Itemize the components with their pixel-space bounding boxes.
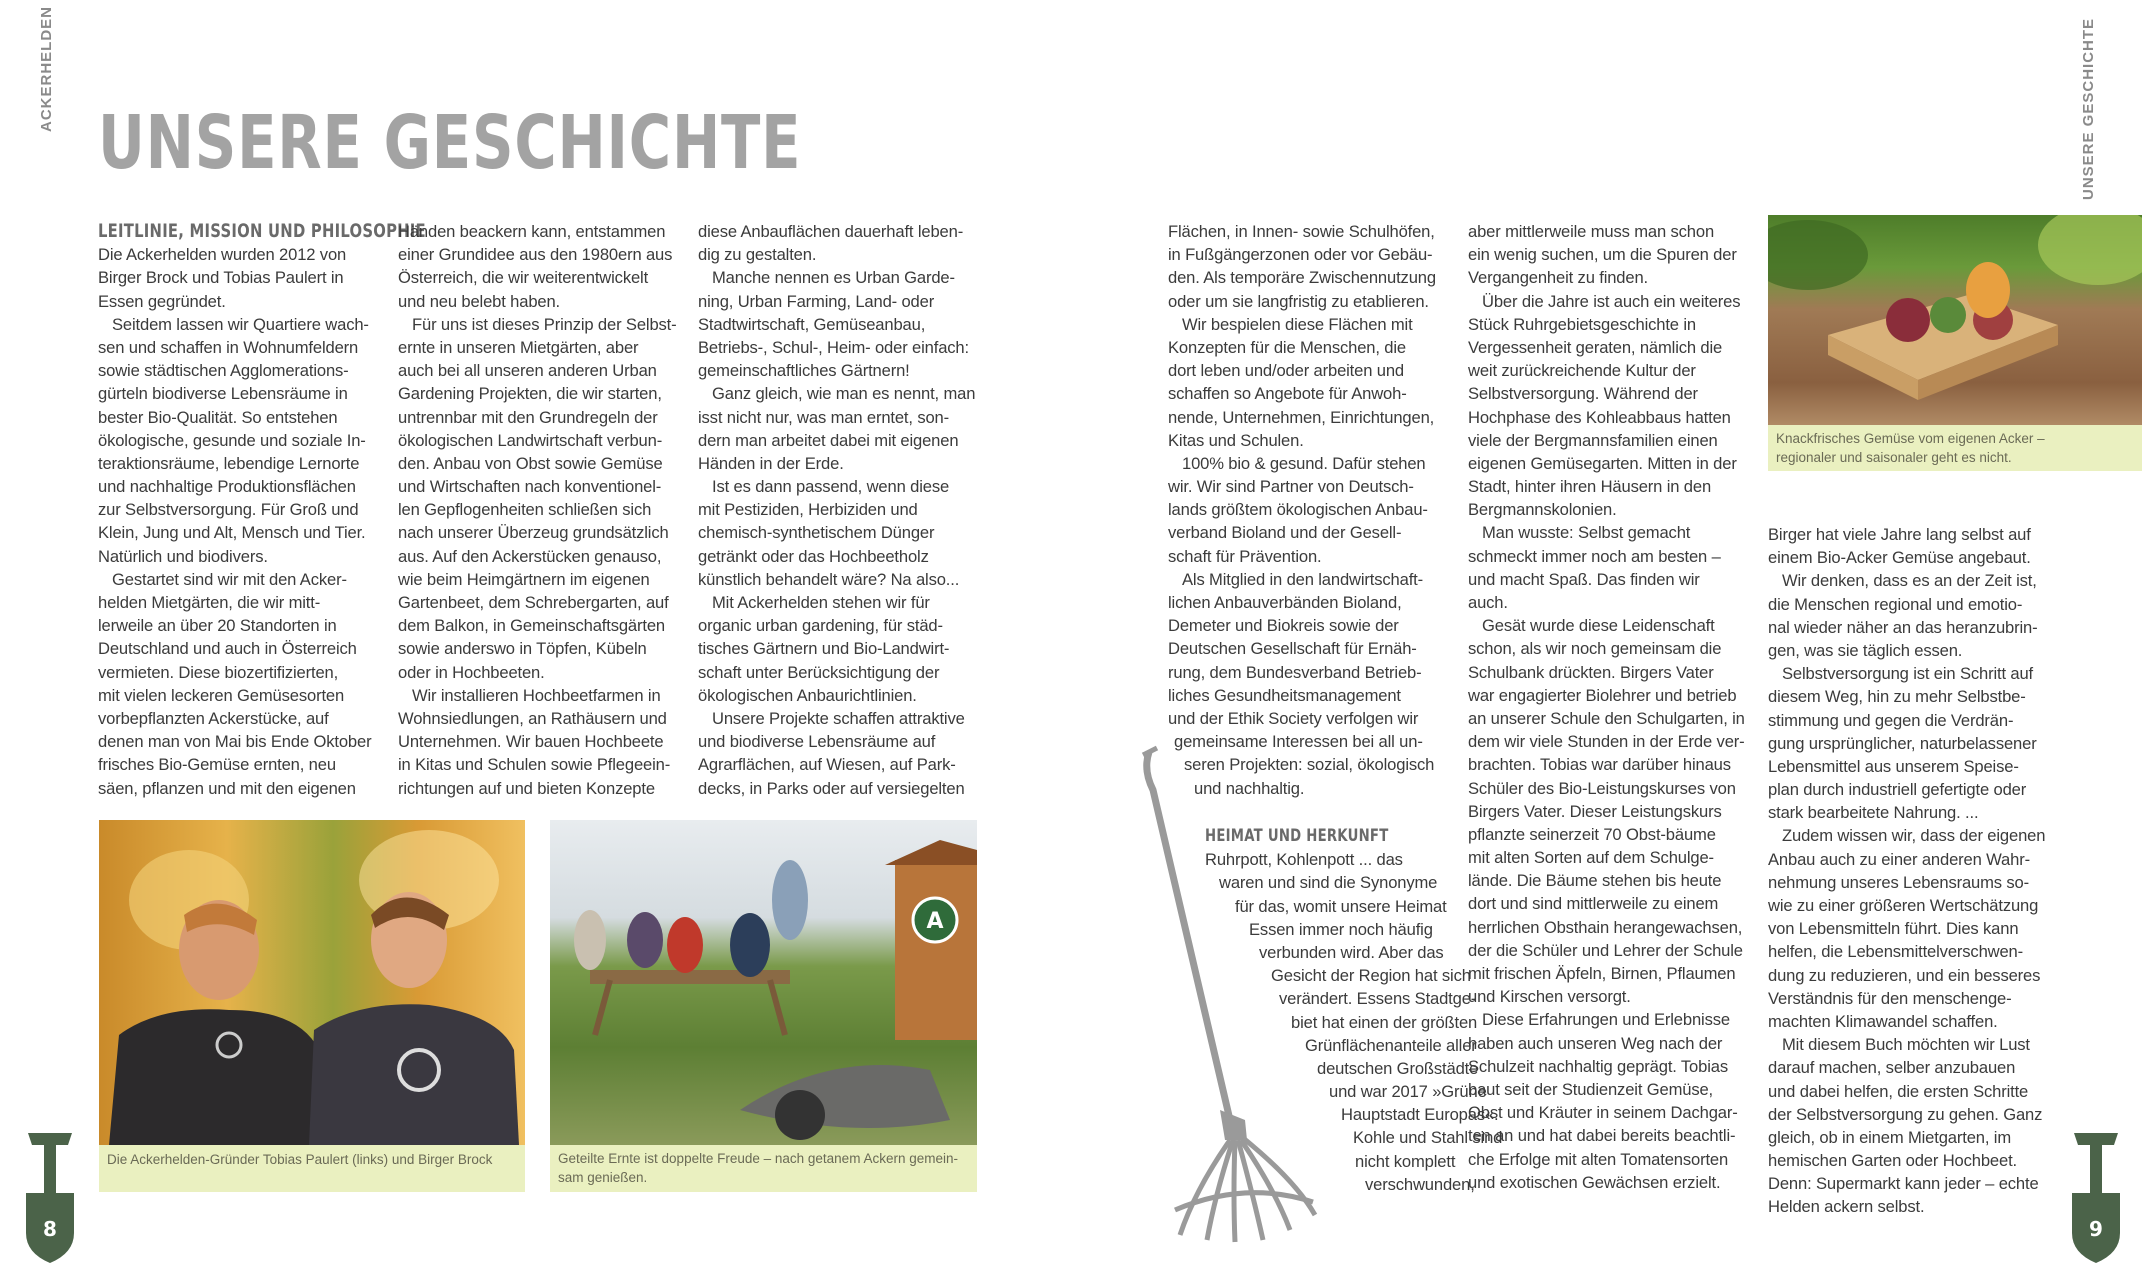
text-line: deutschen Großstädte: [1317, 1058, 1479, 1078]
text-line: ökologischen Landwirtschaft verbun-: [398, 430, 663, 450]
text-line: war engagierter Biolehrer und betrieb: [1468, 685, 1737, 705]
text-line: schon, als wir noch gemeinsam die: [1468, 639, 1722, 659]
text-line: nehmung unseres Lebensraums so-: [1768, 872, 2030, 892]
text-line: Vergangenheit zu finden.: [1468, 268, 1649, 288]
paragraph: [1468, 1008, 1758, 1194]
paragraph: [98, 313, 388, 568]
text-line: Deutschen Gesellschaft für Ernäh-: [1168, 639, 1417, 659]
text-line: Selbstversorgung. Während der: [1468, 384, 1698, 404]
shovel-icon: [24, 1133, 76, 1263]
text-line: brachten. Tobias war darüber hinaus: [1468, 755, 1731, 775]
text-line: helfen, die Lebensmittelverschwen-: [1768, 942, 2024, 962]
caption-text: Die Ackerhelden-Gründer Tobias Paulert (links) und Birger Brock: [107, 1152, 493, 1167]
text-line: Demeter und Biokreis sowie der: [1168, 616, 1399, 636]
text-line: Bergmannskolonien.: [1468, 500, 1617, 520]
text-line: Diese Erfahrungen und Erlebnisse: [1482, 1010, 1730, 1030]
text-line: Klein, Jung und Alt, Mensch und Tier.: [98, 523, 366, 543]
text-line: Kohle und Stahl sind: [1353, 1128, 1503, 1148]
text-line: oder um sie langfristig zu etablieren.: [1168, 291, 1429, 311]
text-line: dern man arbeitet dabei mit eigenen: [698, 430, 959, 450]
text-line: gemeinschaftliches Gärtnern!: [698, 361, 910, 381]
text-line: und der Ethik Society verfolgen wir: [1168, 708, 1419, 728]
text-line: Als Mitglied in den landwirtschaft-: [1182, 569, 1423, 589]
text-line: sowie anderswo in Töpfen, Kübeln: [398, 639, 647, 659]
text-line: ökologischen Anbaurichtlinien.: [698, 685, 917, 705]
text-line: tisches Gärtnern und Bio-Landwirt-: [698, 639, 950, 659]
text-line: viele der Bergmannsfamilien einen: [1468, 430, 1718, 450]
text-line: Gardening Projekten, die wir starten,: [398, 384, 662, 404]
text-line: von Lebensmitteln führt. Dies kann: [1768, 919, 2019, 939]
text-line: auch bei all unseren anderen Urban: [398, 361, 657, 381]
text-line: dort leben und/oder arbeiten und: [1168, 361, 1404, 381]
text-line: Österreich, die wir weiterentwickelt: [398, 268, 649, 288]
text-line: Gesät wurde diese Leidenschaft: [1482, 616, 1715, 636]
text-line: Grünflächenanteile aller: [1305, 1035, 1477, 1055]
photo-vegetable-crate: [1768, 215, 2142, 425]
text-line: Über die Jahre ist auch ein weiteres: [1482, 291, 1741, 311]
text-line: richtungen auf und bieten Konzepte: [398, 778, 655, 798]
caption-line: Geteilte Ernte ist doppelte Freude – nach getanem Ackern gemein-: [558, 1151, 958, 1166]
paragraph: [1768, 1033, 2058, 1219]
paragraph: [398, 684, 688, 800]
text-line: rung, dem Bundesverband Betrieb-: [1168, 662, 1422, 682]
text-line: Birger Brock und Tobias Paulert in: [98, 268, 344, 288]
text-line: che Erfolge mit alten Tomatensorten: [1468, 1149, 1729, 1169]
text-line: gen, was sie täglich essen.: [1768, 640, 1963, 660]
text-line: Stück Ruhrgebietsgeschichte in: [1468, 314, 1696, 334]
text-line: len Gepflogenheiten schließen sich: [398, 500, 652, 520]
text-line: und neu belebt haben.: [398, 291, 561, 311]
text-line: oder in Hochbeeten.: [398, 662, 545, 682]
text-line: die Menschen regional und emotio-: [1768, 594, 2023, 614]
text-line: Hauptstadt Europas«.: [1341, 1105, 1499, 1125]
text-line: gleich, ob in einem Mietgarten, im: [1768, 1127, 2012, 1147]
text-line: darauf machen, selber anzubauen: [1768, 1058, 2016, 1078]
page-number-8: [24, 1133, 76, 1263]
text-line: in Kitas und Schulen sowie Pflegeein-: [398, 755, 671, 775]
heimat-heading: HEIMAT UND HERKUNFT: [1205, 826, 1389, 846]
text-line: Obst und Kräuter in seinem Dachgar-: [1468, 1103, 1738, 1123]
text-line: Wir installieren Hochbeetfarmen in: [412, 685, 661, 705]
rake-illustration: [1135, 740, 1335, 1250]
text-line: Natürlich und biodivers.: [98, 546, 268, 566]
text-line: und nachhaltig.: [1194, 778, 1305, 798]
text-line: Helden ackern selbst.: [1768, 1197, 1925, 1217]
paragraph: [698, 591, 988, 707]
text-line: Birger hat viele Jahre lang selbst auf: [1768, 525, 2031, 544]
text-line: und macht Spaß. Das finden wir: [1468, 569, 1700, 589]
text-line: hemischen Garten oder Hochbeet.: [1768, 1151, 2018, 1171]
page-number: 8: [43, 1217, 57, 1241]
text-line: lände. Die Bäume stehen bis heute: [1468, 871, 1722, 891]
text-column-3: [698, 220, 988, 800]
garden-illustration: [550, 820, 977, 1145]
text-line: verband Bioland und der Gesell-: [1168, 523, 1402, 543]
text-line: helden Mietgärten, die wir mitt-: [98, 593, 321, 612]
text-line: ning, Urban Farming, Land- oder: [698, 291, 935, 311]
text-line: baut seit der Studienzeit Gemüse,: [1468, 1079, 1714, 1099]
photo-founders: [99, 820, 525, 1145]
text-line: Mit Ackerhelden stehen wir für: [712, 593, 930, 612]
text-column-4: [1168, 220, 1458, 800]
text-line: Denn: Supermarkt kann jeder – echte: [1768, 1174, 2039, 1194]
text-line: und Wirtschaften nach konventionel-: [398, 477, 662, 497]
running-head-right: UNSERE GESCHICHTE: [2080, 17, 2097, 200]
text-line: und war 2017 »Grüne: [1329, 1082, 1487, 1102]
text-line: schaffen so Angebote für Anwoh-: [1168, 384, 1407, 404]
text-line: verändert. Essens Stadtge-: [1279, 989, 1477, 1009]
caption-line: regionaler und saisonaler geht es nicht.: [1776, 450, 2012, 465]
text-line: lerweile an über 20 Standorten in: [98, 616, 337, 636]
text-line: Für uns ist dieses Prinzip der Selbst-: [412, 314, 677, 334]
text-line: Flächen, in Innen- sowie Schulhöfen,: [1168, 222, 1435, 241]
crate-illustration: [1768, 215, 2142, 425]
paragraph: [698, 382, 988, 475]
text-line: dem wir viele Stunden in der Erde ver-: [1468, 732, 1745, 752]
paragraph: [698, 220, 988, 266]
paragraph: [1468, 614, 1758, 1008]
text-line: und dabei helfen, die ersten Schritte: [1768, 1081, 2029, 1101]
text-line: stark bearbeitete Nahrung. ...: [1768, 803, 1979, 823]
paragraph: [698, 707, 988, 800]
page-title: UNSERE GESCHICHTE: [98, 100, 802, 186]
text-line: Agrarflächen, auf Wiesen, auf Park-: [698, 755, 956, 775]
text-line: Gartenbeet, dem Schrebergarten, auf: [398, 593, 669, 612]
svg-text:A: A: [926, 909, 944, 934]
text-line: denen man von Mai bis Ende Oktober: [98, 732, 372, 752]
text-line: zur Selbstversorgung. Für Groß und: [98, 500, 359, 520]
text-line: Ruhrpott, Kohlenpott ... das: [1205, 850, 1403, 870]
text-line: liches Gesundheitsmanagement: [1168, 685, 1401, 705]
text-line: für das, womit unsere Heimat: [1235, 896, 1447, 916]
text-line: Stadt, hinter ihren Häusern in den: [1468, 477, 1712, 497]
paragraph: [1768, 523, 2058, 569]
paragraph: [1768, 824, 2058, 1033]
text-line: mit alten Sorten auf dem Schulge-: [1468, 848, 1714, 868]
paragraph: [1768, 662, 2058, 824]
text-line: Wir denken, dass es an der Zeit ist,: [1782, 571, 2037, 591]
text-line: pflanzte seinerzeit 70 Obst-bäume: [1468, 824, 1716, 844]
text-line: Unternehmen. Wir bauen Hochbeete: [398, 732, 664, 752]
text-line: säen, pflanzen und mit den eigenen: [98, 778, 356, 798]
text-line: aber mittlerweile muss man schon: [1468, 222, 1715, 241]
text-column-2: [398, 220, 688, 800]
photo-founders-caption: [99, 1145, 525, 1192]
text-line: Wir bespielen diese Flächen mit: [1182, 314, 1413, 334]
text-line: Essen immer noch häufig: [1249, 919, 1433, 939]
paragraph: [1168, 313, 1458, 452]
text-line: gürteln biodiverse Lebensräume in: [98, 384, 348, 404]
text-line: nal wieder näher an das heranzubrin-: [1768, 617, 2038, 637]
text-line: dort und sind mittlerweile zu einem: [1468, 894, 1719, 914]
shovel-icon: [2070, 1133, 2122, 1263]
text-line: biet hat einen der größten: [1291, 1012, 1478, 1032]
text-line: Zudem wissen wir, dass der eigenen: [1782, 826, 2046, 846]
photo-crate-caption: [1768, 425, 2142, 471]
text-line: Kitas und Schulen.: [1168, 430, 1304, 450]
text-line: einer Grundidee aus den 1980ern aus: [398, 245, 673, 265]
text-line: nende, Unternehmen, Einrichtungen,: [1168, 407, 1435, 427]
text-line: frisches Bio-Gemüse ernten, neu: [98, 755, 336, 775]
text-line: Stadtwirtschaft, Gemüseanbau,: [698, 314, 926, 334]
text-line: chemisch-synthetischem Dünger: [698, 523, 935, 543]
text-line: gung ursprünglicher, naturbelassener: [1768, 733, 2037, 753]
text-line: ernte in unseren Mietgärten, aber: [398, 337, 639, 357]
text-column-1: [98, 220, 426, 800]
page-number: 9: [2089, 1217, 2103, 1241]
text-line: schmeckt immer noch am besten –: [1468, 546, 1721, 566]
text-line: und Kirschen versorgt.: [1468, 987, 1631, 1007]
text-line: vermieten. Diese biozertifizierten,: [98, 662, 339, 682]
text-line: untrennbar mit den Grundregeln der: [398, 407, 658, 427]
text-line: verbunden wird. Aber das: [1259, 942, 1444, 962]
running-head-left: ACKERHELDEN: [38, 5, 55, 132]
text-line: nicht komplett: [1355, 1151, 1456, 1171]
text-line: stimmung und gegen die Verdrän-: [1768, 710, 2014, 730]
paragraph: [1168, 220, 1458, 313]
caption-line: sam genießen.: [558, 1170, 648, 1185]
text-line: Seitdem lassen wir Quartiere wach-: [112, 314, 369, 334]
section-heading: LEITLINIE, MISSION UND PHILOSOPHIE: [98, 220, 426, 242]
text-line: Konzepten für die Menschen, die: [1168, 337, 1406, 357]
text-line: dem Balkon, in Gemeinschaftsgärten: [398, 616, 665, 636]
text-line: mit Pestiziden, Herbiziden und: [698, 500, 918, 520]
paragraph: [1768, 569, 2058, 662]
text-line: ökologische, gesunde und soziale In-: [98, 430, 366, 450]
text-line: seren Projekten: sozial, ökologisch: [1184, 755, 1435, 775]
text-line: schaft für Prävention.: [1168, 546, 1322, 566]
caption-line: Knackfrisches Gemüse vom eigenen Acker –: [1776, 431, 2045, 446]
text-line: diese Anbauflächen dauerhaft leben-: [698, 222, 964, 241]
text-column-6: [1768, 523, 2058, 1219]
text-line: den. Anbau von Obst sowie Gemüse: [398, 453, 663, 473]
text-line: Mit diesem Buch möchten wir Lust: [1782, 1035, 2030, 1055]
text-line: weit zurückreichende Kultur der: [1468, 361, 1696, 381]
paragraph: [398, 313, 688, 684]
text-line: organic urban gardening, für städ-: [698, 616, 943, 636]
text-line: Selbstversorgung ist ein Schritt auf: [1782, 664, 2034, 684]
photo-garden-caption: [550, 1145, 977, 1192]
text-line: eigenen Gemüsegarten. Mitten in der: [1468, 453, 1737, 473]
text-line: Wohnsiedlungen, an Rathäusern und: [398, 708, 667, 728]
text-line: Schulbank drückten. Birgers Vater: [1468, 662, 1714, 682]
text-line: an unserer Schule den Schulgarten, in: [1468, 708, 1745, 728]
text-line: lichen Anbauverbänden Bioland,: [1168, 593, 1402, 612]
text-line: einem Bio-Acker Gemüse angebaut.: [1768, 548, 2031, 568]
text-line: den. Als temporäre Zwischennutzung: [1168, 268, 1436, 288]
text-line: Gesicht der Region hat sich: [1271, 966, 1471, 986]
text-line: künstlich behandelt wäre? Na also...: [698, 569, 960, 589]
text-line: Manche nennen es Urban Garde-: [712, 268, 955, 288]
text-line: wir. Wir sind Partner von Deutsch-: [1168, 477, 1414, 497]
text-line: waren und sind die Synonyme: [1219, 873, 1438, 893]
text-line: Betriebs-, Schul-, Heim- oder einfach:: [698, 337, 969, 357]
text-line: decks, in Parks oder auf versiegelten: [698, 778, 965, 798]
text-line: wie beim Heimgärtnern im eigenen: [398, 569, 650, 589]
text-line: bester Bio-Qualität. So entstehen: [98, 407, 338, 427]
text-line: machten Klimawandel schaffen.: [1768, 1011, 1998, 1031]
text-line: isst nicht nur, was man erntet, son-: [698, 407, 949, 427]
text-line: und exotischen Gewächsen erzielt.: [1468, 1172, 1721, 1192]
text-line: der Selbstversorgung zu gehen. Ganz: [1768, 1104, 2043, 1124]
text-line: Anbau auch zu einer anderen Wahr-: [1768, 849, 2030, 869]
text-line: Man wusste: Selbst gemacht: [1482, 523, 1691, 543]
text-column-5: [1468, 220, 1758, 1194]
paragraph: [1468, 220, 1758, 290]
photo-garden-group: [550, 820, 977, 1145]
text-line: ein wenig suchen, um die Spuren der: [1468, 245, 1737, 265]
text-line: getränkt oder das Hochbeetholz: [698, 546, 929, 566]
text-line: Lebensmittel aus unserem Speise-: [1768, 756, 2019, 776]
text-line: vorbepflanzten Ackerstücke, auf: [98, 708, 329, 728]
text-line: mit frischen Äpfeln, Birnen, Pflaumen: [1468, 964, 1736, 983]
text-line: schaft unter Berücksichtigung der: [698, 662, 940, 682]
text-line: Schüler des Bio-Leistungskurses von: [1468, 778, 1736, 798]
text-line: gemeinsame Interessen bei all un-: [1174, 732, 1423, 752]
text-line: Die Ackerhelden wurden 2012 von: [98, 245, 347, 265]
text-line: verschwunden,: [1365, 1174, 1475, 1194]
text-line: Hochphase des Kohleabbaus hatten: [1468, 407, 1731, 427]
text-line: und nachhaltige Produktionsflächen: [98, 477, 356, 497]
text-line: teraktionsräume, lebendige Lernorte: [98, 453, 360, 473]
text-line: Händen beackern kann, entstammen: [398, 222, 666, 241]
text-line: Vergessenheit geraten, nämlich die: [1468, 337, 1723, 357]
paragraph: [1168, 452, 1458, 568]
text-line: haben auch unseren Weg nach der: [1468, 1033, 1723, 1053]
text-line: diesem Weg, hin zu mehr Selbstbe-: [1768, 687, 2026, 707]
text-line: der die Schüler und Lehrer der Schule: [1468, 940, 1743, 960]
text-line: 100% bio & gesund. Dafür stehen: [1182, 453, 1426, 473]
text-line: sen und schaffen in Wohnumfeldern: [98, 337, 359, 357]
text-line: Gestartet sind wir mit den Acker-: [112, 569, 347, 589]
paragraph: [698, 266, 988, 382]
text-line: Händen in der Erde.: [698, 453, 844, 473]
text-line: nach unserer Überzeug grundsätzlich: [398, 523, 669, 543]
text-line: Schulzeit nachhaltig geprägt. Tobias: [1468, 1056, 1728, 1076]
text-line: aus. Auf den Ackerstücken genauso,: [398, 546, 662, 566]
paragraph: [98, 243, 388, 313]
text-line: Deutschland und auch in Österreich: [98, 639, 357, 659]
founders-illustration: [99, 820, 525, 1145]
text-line: lands größtem ökologischen Anbau-: [1168, 500, 1428, 520]
text-line: auch.: [1468, 593, 1508, 612]
text-line: ten an und hat dabei bereits beachtli-: [1468, 1126, 1736, 1146]
text-line: Unsere Projekte schaffen attraktive: [712, 708, 965, 728]
text-line: sowie städtischen Agglomerations-: [98, 361, 349, 381]
text-line: Ganz gleich, wie man es nennt, man: [712, 384, 976, 404]
text-line: herrlichen Obsthain herangewachsen,: [1468, 917, 1743, 937]
paragraph: [1468, 290, 1758, 522]
text-line: Birgers Vater. Dieser Leistungskurs: [1468, 801, 1722, 821]
text-line: mit vielen leckeren Gemüsesorten: [98, 685, 345, 705]
text-line: plan durch industriell gefertigte oder: [1768, 780, 2027, 800]
page-number-9: [2070, 1133, 2122, 1263]
text-line: wie zu einer größeren Wertschätzung: [1768, 896, 2039, 915]
paragraph: [698, 475, 988, 591]
text-line: Essen gegründet.: [98, 291, 226, 311]
paragraph: [1468, 521, 1758, 614]
text-line: dung zu reduzieren, und ein besseres: [1768, 965, 2041, 985]
text-line: Verständnis für den menschenge-: [1768, 988, 2012, 1008]
paragraph: [398, 220, 688, 313]
text-line: Ist es dann passend, wenn diese: [712, 477, 950, 497]
text-line: dig zu gestalten.: [698, 245, 817, 265]
text-line: und biodiverse Lebensräume auf: [698, 732, 936, 752]
paragraph: [98, 568, 388, 800]
text-line: in Fußgängerzonen oder vor Gebäu-: [1168, 245, 1433, 265]
